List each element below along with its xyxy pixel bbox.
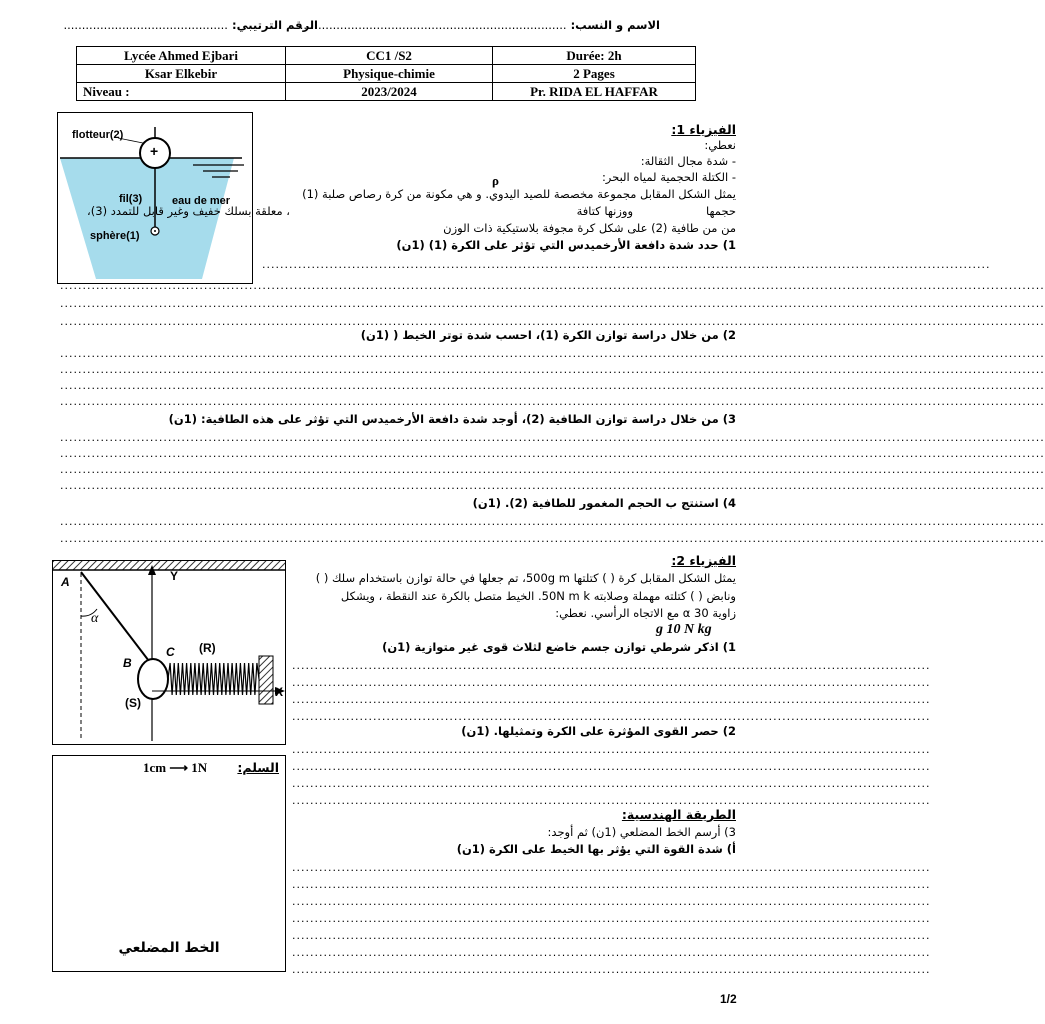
- page-count: 2 Pages: [493, 65, 696, 83]
- ex1-volume: حجمها: [706, 204, 736, 218]
- rank-dots: .............................................: [63, 18, 228, 32]
- subject: Physique-chimie: [286, 65, 493, 83]
- answer-line: ...........................................................................................................................................................................................................................: [60, 515, 1045, 528]
- answer-line: ..............................................................................................................................................: [292, 710, 931, 723]
- answer-line: ...........................................................................................................................................................................................................................: [60, 347, 1045, 360]
- answer-line: ..............................................................................................................................................: [292, 659, 931, 672]
- alpha-label: α: [91, 611, 99, 626]
- answer-line: ..............................................................................................................................................: [292, 929, 931, 942]
- sphere-label: sphère(1): [90, 230, 140, 242]
- rank-label: الرقم الترتيبي:: [231, 18, 318, 32]
- ex2-question-2: 2) حصر القوى المؤثرة على الكرة وتمثيلها. (1ن): [461, 724, 736, 738]
- scale-label: السلم:: [237, 760, 279, 775]
- ex2-title: الفيزياء 2:: [671, 553, 736, 568]
- ex1-question-4: 4) استنتج ب الحجم المغمور للطافية (2). (1ن): [472, 496, 736, 510]
- answer-line: ...........................................................................................................................................................................................................................: [60, 479, 1045, 492]
- answer-line: ...........................................................................................................................................................................................................................: [60, 463, 1045, 476]
- seawater-label: eau de mer: [172, 195, 231, 207]
- answer-line: ..............................................................................................................................................: [292, 693, 931, 706]
- answer-line: ...........................................................................................................................................................................................................................: [60, 431, 1045, 444]
- ex2-paragraph-1: يمثل الشكل المقابل كرة ( ) كتلتها 500g m، تم جعلها في حالة توازن باستخدام سلك ( ): [315, 571, 736, 585]
- level-label: Niveau :: [77, 83, 286, 101]
- ex1-wire: ، معلقة بسلك خفيف وغير قابل للتمدد (3)،: [87, 204, 290, 218]
- answer-line: ..................................................................................................................................................................: [262, 258, 991, 271]
- wire-label: fil(3): [119, 193, 143, 205]
- exam-code: CC1 /S2: [286, 47, 493, 65]
- answer-line: ..............................................................................................................................................: [292, 912, 931, 925]
- rho-symbol: ρ: [492, 173, 499, 188]
- ex1-given-g: - شدة مجال الثقالة:: [640, 154, 736, 168]
- ex2-paragraph-2: ونابض ( ) كتلته مهملة وصلابته 50N m k. الخيط متصل بالكرة عند النقطة ، ويشكل: [340, 589, 736, 603]
- ex1-question-1: 1) حدد شدة دافعة الأرخميدس التي تؤثر على الكرة (1) (1ن): [396, 238, 736, 252]
- polygon-caption: الخط المضلعي: [118, 940, 220, 956]
- answer-line: ..............................................................................................................................................: [292, 895, 931, 908]
- ex1-paragraph-3: من من طافية (2) على شكل كرة مجوفة بلاستيكية ذات الوزن: [443, 221, 736, 235]
- figure-1: [57, 112, 253, 284]
- answer-line: ..............................................................................................................................................: [292, 878, 931, 891]
- answer-line: ..............................................................................................................................................: [292, 794, 931, 807]
- answer-line: ..............................................................................................................................................: [292, 946, 931, 959]
- ex1-weight: ووزنها كتافة: [576, 204, 633, 218]
- answer-line: ..............................................................................................................................................: [292, 777, 931, 790]
- ex2-paragraph-3: زاوية 30 α مع الاتجاه الرأسي. نعطي:: [555, 606, 736, 620]
- name-dots: ...........................................................................: [292, 18, 567, 32]
- ex1-question-3: 3) من خلال دراسة توازن الطافية (2)، أوجد شدة دافعة الأرخميدس التي تؤثر على هذه الطافية: (1ن): [168, 412, 736, 426]
- geometric-method-title: الطريقة الهندسية:: [621, 807, 736, 822]
- school-name: Lycée Ahmed Ejbari: [77, 47, 286, 65]
- duration: Durée: 2h: [493, 47, 696, 65]
- plus-sign: +: [150, 143, 159, 159]
- ex1-given-rho: - الكتلة الحجمية لمياه البحر:: [601, 170, 736, 184]
- point-c-label: C: [166, 645, 175, 659]
- ex2-question-3: 3) أرسم الخط المضلعي (1ن) ثم أوجد:: [547, 825, 736, 839]
- ex1-question-2: 2) من خلال دراسة توازن الكرة (1)، احسب شدة توتر الخيط ( (1ن): [360, 328, 736, 342]
- header-table: [76, 46, 696, 101]
- spring-coil: [168, 663, 259, 695]
- answer-line: ...........................................................................................................................................................................................................................: [60, 379, 1045, 392]
- ex2-question-1: 1) اذكر شرطي توازن جسم خاضع لثلاث قوى غير متوازية (1ن): [382, 640, 736, 654]
- figure-2: [52, 560, 286, 745]
- answer-line: ...........................................................................................................................................................................................................................: [60, 447, 1045, 460]
- answer-line: ...........................................................................................................................................................................................................................: [60, 395, 1045, 408]
- page-number: 1/2: [720, 992, 737, 1006]
- spring-label: (R): [199, 641, 216, 655]
- answer-line: ..............................................................................................................................................: [292, 743, 931, 756]
- point-a-label: A: [61, 575, 70, 589]
- gravity-value: g 10 N kg: [656, 622, 712, 637]
- answer-line: ...........................................................................................................................................................................................................................: [60, 297, 1045, 310]
- floater-label: flotteur(2): [72, 129, 124, 141]
- answer-line: ..............................................................................................................................................: [292, 676, 931, 689]
- answer-line: ...........................................................................................................................................................................................................................: [60, 279, 1045, 292]
- teacher-name: Pr. RIDA EL HAFFAR: [493, 83, 696, 101]
- answer-line: ...........................................................................................................................................................................................................................: [60, 532, 1045, 545]
- answer-line: ...........................................................................................................................................................................................................................: [60, 315, 1045, 328]
- ex1-paragraph-1: يمثل الشكل المقابل مجموعة مخصصة للصيد اليدوي. و هي مكونة من كرة رصاص صلبة (1): [302, 187, 736, 201]
- name-label: الاسم و النسب:: [570, 18, 660, 32]
- sphere-s-label: (S): [125, 696, 141, 710]
- school-year: 2023/2024: [286, 83, 493, 101]
- school-city: Ksar Elkebir: [77, 65, 286, 83]
- y-axis-label: Y: [170, 569, 179, 583]
- polygon-drawing-box[interactable]: [52, 755, 286, 972]
- ex2-question-3a: أ) شدة القوة التي يؤثر بها الخيط على الكرة (1ن): [456, 842, 736, 856]
- answer-line: ..............................................................................................................................................: [292, 963, 931, 976]
- ex1-givens: نعطي:: [704, 138, 736, 152]
- scale-value: 1cm ⟶ 1N: [143, 760, 208, 775]
- point-b-label: B: [123, 656, 132, 670]
- answer-line: ..............................................................................................................................................: [292, 760, 931, 773]
- answer-line: ...........................................................................................................................................................................................................................: [60, 363, 1045, 376]
- answer-line: ..............................................................................................................................................: [292, 861, 931, 874]
- ex1-title: الفيزياء 1:: [671, 122, 736, 137]
- x-axis-label: X: [275, 685, 284, 699]
